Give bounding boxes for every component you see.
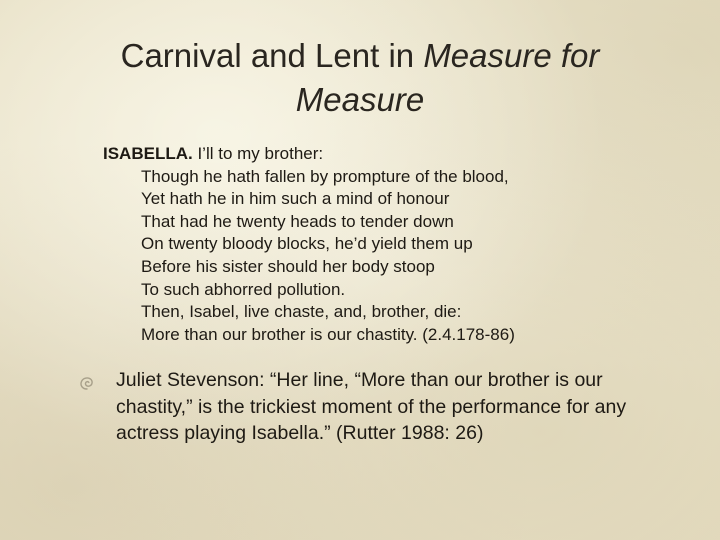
quote-line: Yet hath he in him such a mind of honour xyxy=(141,189,450,209)
quote-line: Before his sister should her body stoop xyxy=(141,256,435,276)
quote-first-line: I’ll to my brother: xyxy=(192,144,324,163)
quote-speaker: ISABELLA. xyxy=(103,144,193,163)
quote-line: That had he twenty heads to tender down xyxy=(141,211,454,231)
quote-line: On twenty bloody blocks, he’d yield them up xyxy=(141,234,473,254)
bullet-text: Juliet Stevenson: “Her line, “More than our brother is our chastity,” is the trickiest moment of the performance for any actress playing Isabella.” (Rutter 1988: 26) xyxy=(116,369,627,444)
quote-line: Then, Isabel, live chaste, and, brother, die: xyxy=(141,302,462,322)
slide-title xyxy=(60,34,660,122)
quote-block xyxy=(103,143,663,346)
quote-line: More than our brother is our chastity. (2.4.178-86) xyxy=(141,324,515,344)
slide-title-text: Carnival and Lent in xyxy=(120,37,424,74)
quote-speaker-line xyxy=(103,143,663,166)
swirl-bullet-icon xyxy=(78,374,96,392)
slide-title-play-name: Measure for Measure xyxy=(295,37,600,118)
quote-line: Though he hath fallen by prompture of the blood, xyxy=(141,166,509,186)
quote-line: To such abhorred pollution. xyxy=(141,279,346,299)
